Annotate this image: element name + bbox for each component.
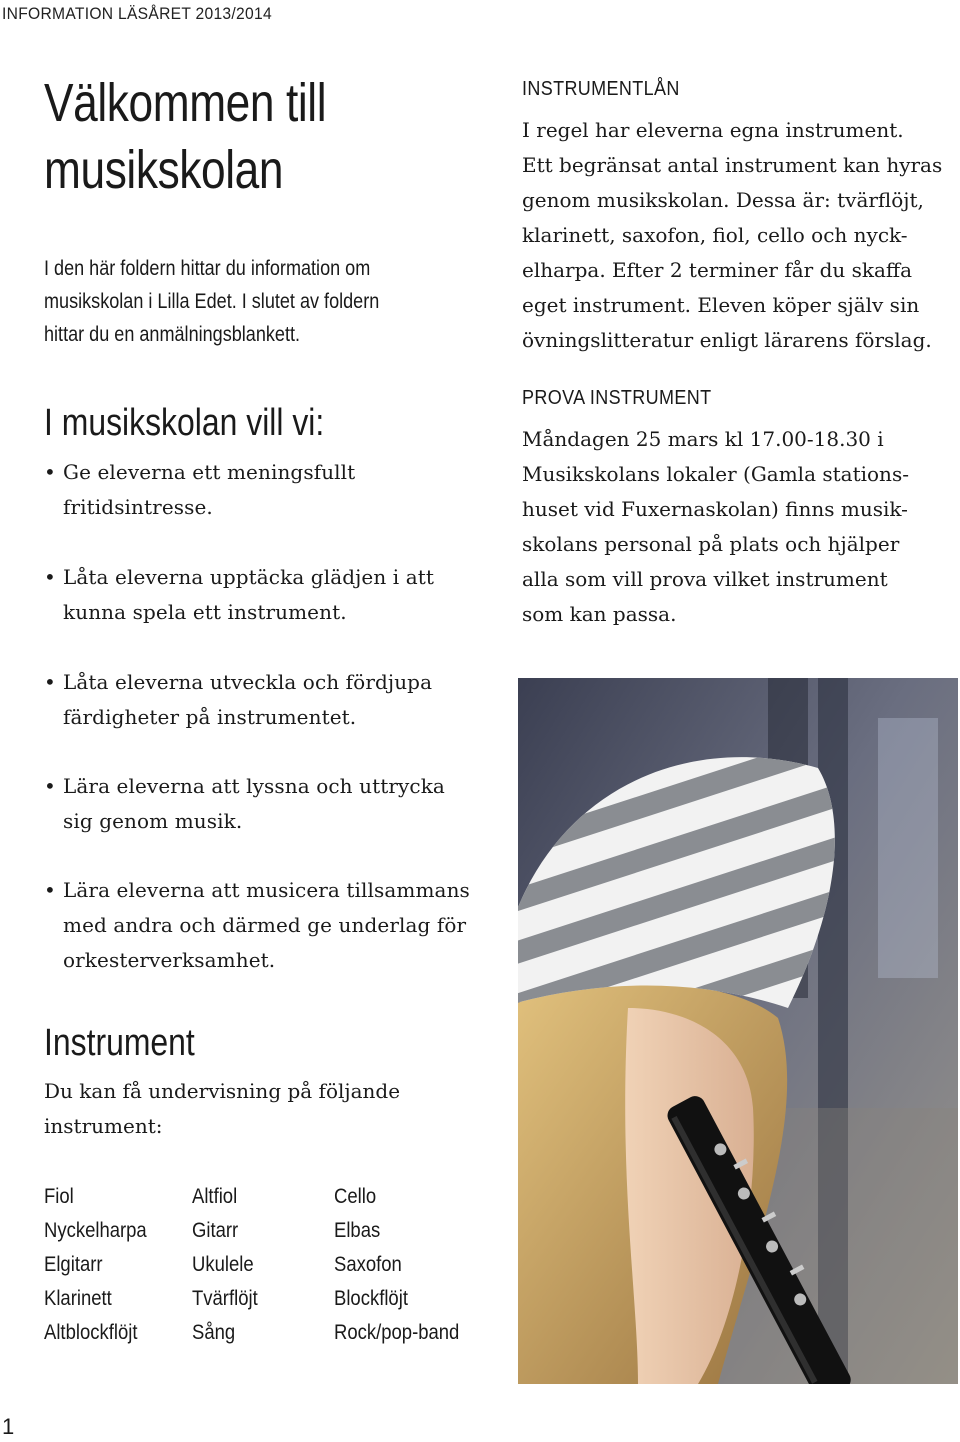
goal-line: Lära eleverna att musicera tillsammans xyxy=(63,878,470,902)
intro-line: musikskolan i Lilla Edet. I slutet av foldern xyxy=(44,290,380,313)
goal-line: fritidsintresse. xyxy=(63,495,213,519)
instrument-name: Fiol xyxy=(44,1185,74,1208)
page-title xyxy=(44,70,326,204)
goal-item xyxy=(44,455,514,525)
bullet-icon: • xyxy=(44,774,56,798)
try-paragraph xyxy=(522,422,909,632)
girl-playing-clarinet-photo xyxy=(518,678,958,1384)
bullet-icon: • xyxy=(44,878,56,902)
loan-line: Ett begränsat antal instrument kan hyras xyxy=(522,153,943,177)
loan-line: genom musikskolan. Dessa är: tvärflöjt, xyxy=(522,188,924,212)
loan-line: elharpa. Efter 2 terminer får du skaffa xyxy=(522,258,913,282)
goal-item xyxy=(44,560,514,630)
goal-line: orkesterverksamhet. xyxy=(63,948,276,972)
try-line: som kan passa. xyxy=(522,602,677,626)
intro-line: hittar du en anmälningsblankett. xyxy=(44,323,301,346)
instrument-name: Saxofon xyxy=(334,1253,402,1276)
goal-line: Ge eleverna ett meningsfullt xyxy=(63,460,356,484)
loan-heading: INSTRUMENTLÅN xyxy=(522,78,680,100)
goal-line: Låta eleverna upptäcka glädjen i att xyxy=(63,565,435,589)
goal-line: sig genom musik. xyxy=(63,809,243,833)
instrument-name: Cello xyxy=(334,1185,377,1208)
try-line: Musikskolans lokaler (Gamla stations- xyxy=(522,462,909,486)
instrument-list xyxy=(44,1180,514,1360)
instrument-name: Blockflöjt xyxy=(334,1287,408,1310)
bullet-icon: • xyxy=(44,670,56,694)
goal-item xyxy=(44,665,514,735)
goal-line: färdigheter på instrumentet. xyxy=(63,705,357,729)
try-line: alla som vill prova vilket instrument xyxy=(522,567,888,591)
goals-list xyxy=(44,455,514,978)
instrument-name: Altblockflöjt xyxy=(44,1321,138,1344)
instruments-intro xyxy=(44,1074,400,1144)
bullet-icon: • xyxy=(44,460,56,484)
try-heading: PROVA INSTRUMENT xyxy=(522,387,712,409)
loan-paragraph xyxy=(522,113,942,358)
page-header: INFORMATION LÄSÅRET 2013/2014 xyxy=(2,4,272,23)
instrument-name: Klarinett xyxy=(44,1287,112,1310)
instruments-intro-line: Du kan få undervisning på följande xyxy=(44,1079,401,1103)
page-number: 1 xyxy=(2,1414,15,1439)
instrument-name: Tvärflöjt xyxy=(192,1287,258,1310)
intro-paragraph xyxy=(44,252,448,351)
try-line: skolans personal på plats och hjälper xyxy=(522,532,900,556)
instruments-heading: Instrument xyxy=(44,1022,195,1064)
instrument-name: Sång xyxy=(192,1321,236,1344)
title-line: musikskolan xyxy=(44,140,284,200)
instrument-name: Rock/pop-band xyxy=(334,1321,460,1344)
instrument-name: Nyckelharpa xyxy=(44,1219,147,1242)
goal-line: Låta eleverna utveckla och fördjupa xyxy=(63,670,433,694)
intro-line: I den här foldern hittar du information om xyxy=(44,257,371,280)
goal-line: kunna spela ett instrument. xyxy=(63,600,347,624)
loan-line: eget instrument. Eleven köper själv sin xyxy=(522,293,920,317)
goals-heading: I musikskolan vill vi: xyxy=(44,402,325,444)
instrument-name: Altfiol xyxy=(192,1185,238,1208)
title-line: Välkommen till xyxy=(44,73,327,133)
loan-line: I regel har eleverna egna instrument. xyxy=(522,118,904,142)
instrument-name: Gitarr xyxy=(192,1219,239,1242)
instrument-name: Elbas xyxy=(334,1219,381,1242)
bullet-icon: • xyxy=(44,565,56,589)
loan-line: övningslitteratur enligt lärarens förslag. xyxy=(522,328,932,352)
goal-line: Lära eleverna att lyssna och uttrycka xyxy=(63,774,445,798)
loan-line: klarinett, saxofon, fiol, cello och nyck- xyxy=(522,223,908,247)
instruments-intro-line: instrument: xyxy=(44,1114,163,1138)
goal-item xyxy=(44,769,514,839)
try-line: Måndagen 25 mars kl 17.00-18.30 i xyxy=(522,427,884,451)
goal-line: med andra och därmed ge underlag för xyxy=(63,913,467,937)
try-line: huset vid Fuxernaskolan) finns musik- xyxy=(522,497,908,521)
goal-item xyxy=(44,873,514,978)
instrument-name: Ukulele xyxy=(192,1253,254,1276)
instrument-name: Elgitarr xyxy=(44,1253,103,1276)
